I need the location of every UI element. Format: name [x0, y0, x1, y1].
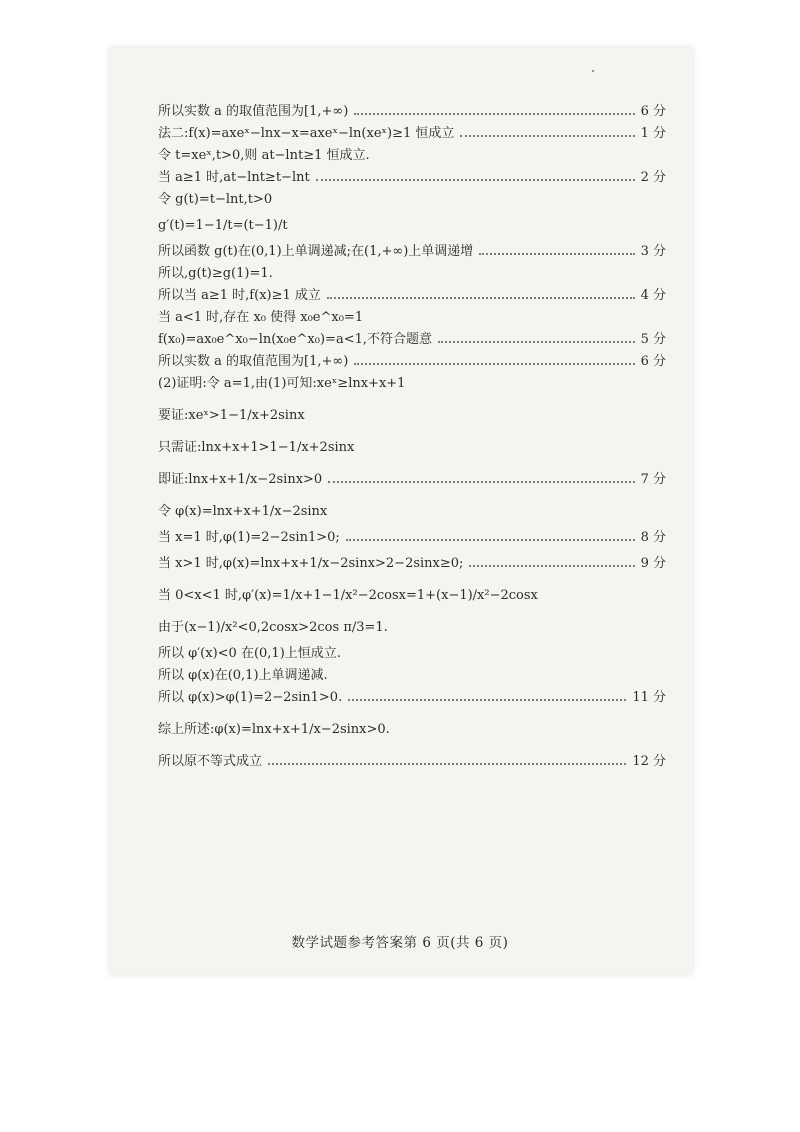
leader-dots — [354, 363, 634, 365]
leader-dots — [316, 179, 635, 181]
score: 2 分 — [640, 170, 666, 185]
answer-line: (2)证明:令 a=1,由(1)可知:xeˣ≥lnx+x+1 — [158, 376, 406, 391]
answer-line: 所以实数 a 的取值范围为[1,+∞) 6 分 — [158, 354, 666, 369]
leader-dots — [328, 481, 634, 483]
answer-line: 当 x>1 时,φ(x)=lnx+x+1/x−2sinx>2−2sinx≥0; 9 分 — [158, 556, 666, 571]
score: 5 分 — [640, 332, 666, 347]
answer-line: 当 a≥1 时,at−lnt≥t−lnt 2 分 — [158, 170, 666, 185]
leader-dots — [438, 341, 635, 343]
answer-line: 综上所述:φ(x)=lnx+x+1/x−2sinx>0. — [158, 722, 390, 737]
leader-dots — [268, 763, 626, 765]
answer-body — [158, 104, 666, 770]
score: 9 分 — [640, 556, 666, 571]
score: 12 分 — [632, 754, 666, 769]
answer-line: 所以实数 a 的取值范围为[1,+∞) 6 分 — [158, 104, 666, 119]
score: 8 分 — [640, 530, 666, 545]
leader-dots — [348, 699, 626, 701]
answer-line: 所以,g(t)≥g(1)=1. — [158, 266, 273, 281]
leader-dots — [327, 297, 635, 299]
leader-dots — [354, 113, 634, 115]
leader-dots — [346, 539, 635, 541]
leader-dots — [460, 135, 634, 137]
answer-line: 当 a<1 时,存在 x₀ 使得 x₀e^x₀=1 — [158, 310, 364, 325]
leader-dots — [479, 253, 634, 255]
answer-line: 当 0<x<1 时,φ′(x)=1/x+1−1/x²−2cosx=1+(x−1)/x²−2cosx — [158, 588, 538, 603]
answer-line: 要证:xeˣ>1−1/x+2sinx — [158, 408, 305, 423]
score: 11 分 — [632, 690, 666, 705]
score: 7 分 — [640, 472, 666, 487]
answer-line: 法二:f(x)=axeˣ−lnx−x=axeˣ−ln(xeˣ)≥1 恒成立 1 分 — [158, 126, 666, 141]
answer-line: 所以 φ(x)在(0,1)上单调递减. — [158, 668, 328, 683]
answer-line: f(x₀)=ax₀e^x₀−ln(x₀e^x₀)=a<1,不符合题意 5 分 — [158, 332, 666, 347]
answer-line: 所以 φ(x)>φ(1)=2−2sin1>0. 11 分 — [158, 690, 666, 705]
score: 3 分 — [640, 244, 666, 259]
answer-line: 由于(x−1)/x²<0,2cosx>2cos π/3=1. — [158, 620, 388, 635]
answer-line: g′(t)=1−1/t=(t−1)/t — [158, 218, 288, 233]
score: 1 分 — [640, 126, 666, 141]
score: 6 分 — [640, 354, 666, 369]
answer-line: 当 x=1 时,φ(1)=2−2sin1>0; 8 分 — [158, 530, 666, 545]
score: 4 分 — [640, 288, 666, 303]
answer-line: 所以函数 g(t)在(0,1)上单调递减;在(1,+∞)上单调递增 3 分 — [158, 244, 666, 259]
answer-line: 即证:lnx+x+1/x−2sinx>0 7 分 — [158, 472, 666, 487]
page-footer: 数学试题参考答案第 6 页(共 6 页) — [291, 935, 509, 951]
answer-line: 所以 φ′(x)<0 在(0,1)上恒成立. — [158, 646, 341, 661]
score: 6 分 — [640, 104, 666, 119]
answer-line: 所以原不等式成立 12 分 — [158, 754, 666, 769]
answer-line: 令 t=xeˣ,t>0,则 at−lnt≥1 恒成立. — [158, 148, 370, 163]
leader-dots — [469, 565, 634, 567]
answer-line: 令 g(t)=t−lnt,t>0 — [158, 192, 273, 207]
answer-line: 只需证:lnx+x+1>1−1/x+2sinx — [158, 440, 355, 455]
answer-line: 所以当 a≥1 时,f(x)≥1 成立 4 分 — [158, 288, 666, 303]
answer-line: 令 φ(x)=lnx+x+1/x−2sinx — [158, 504, 328, 519]
scan-speck — [592, 70, 594, 72]
